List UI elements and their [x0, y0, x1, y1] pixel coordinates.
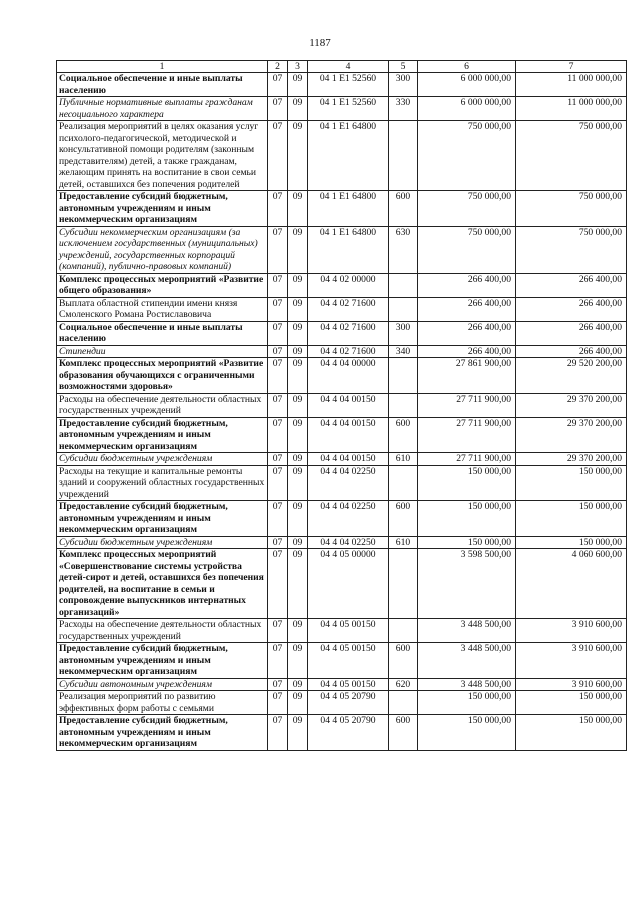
amount-year-1-cell: 750 000,00 [418, 121, 516, 191]
section-code-cell: 07 [268, 393, 288, 417]
table-row [57, 226, 627, 273]
subsection-code-cell: 09 [288, 393, 308, 417]
section-code-cell: 07 [268, 226, 288, 273]
expense-name-cell: Публичные нормативные выплаты гражданам несоциального характера [57, 97, 268, 121]
target-article-code-cell: 04 1 E1 52560 [308, 73, 389, 97]
amount-year-2-cell: 150 000,00 [516, 501, 627, 537]
amount-year-1-cell: 266 400,00 [418, 297, 516, 321]
table-row [57, 297, 627, 321]
target-article-code-cell: 04 1 E1 64800 [308, 191, 389, 227]
expense-name-cell: Субсидии бюджетным учреждениям [57, 453, 268, 466]
subsection-code-cell: 09 [288, 297, 308, 321]
expense-type-code-cell [389, 549, 418, 619]
target-article-code-cell: 04 4 04 02250 [308, 501, 389, 537]
column-header-6: 6 [418, 61, 516, 73]
amount-year-2-cell: 11 000 000,00 [516, 73, 627, 97]
target-article-code-cell: 04 1 E1 64800 [308, 226, 389, 273]
expense-type-code-cell [389, 393, 418, 417]
subsection-code-cell: 09 [288, 549, 308, 619]
target-article-code-cell: 04 4 04 02250 [308, 536, 389, 549]
section-code-cell: 07 [268, 691, 288, 715]
expense-type-code-cell: 600 [389, 417, 418, 453]
amount-year-1-cell: 3 448 500,00 [418, 619, 516, 643]
subsection-code-cell: 09 [288, 501, 308, 537]
section-code-cell: 07 [268, 321, 288, 345]
amount-year-1-cell: 150 000,00 [418, 715, 516, 751]
amount-year-1-cell: 266 400,00 [418, 273, 516, 297]
expense-name-cell: Субсидии бюджетным учреждениям [57, 536, 268, 549]
section-code-cell: 07 [268, 715, 288, 751]
table-row [57, 619, 627, 643]
expense-name-cell: Выплата областной стипендии имени князя Смоленского Романа Ростиславовича [57, 297, 268, 321]
subsection-code-cell: 09 [288, 715, 308, 751]
amount-year-2-cell: 29 370 200,00 [516, 393, 627, 417]
expense-name-cell: Субсидии некоммерческим организациям (за исключением государственных (муниципальных) учреждений, государственных корпораций (компаний), публично-правовых компаний) [57, 226, 268, 273]
target-article-code-cell: 04 4 04 00150 [308, 417, 389, 453]
expense-type-code-cell: 330 [389, 97, 418, 121]
amount-year-1-cell: 6 000 000,00 [418, 73, 516, 97]
target-article-code-cell: 04 4 04 02250 [308, 465, 389, 501]
expense-name-cell: Предоставление субсидий бюджетным, автономным учреждениям и иным некоммерческим организациям [57, 715, 268, 751]
amount-year-2-cell: 29 520 200,00 [516, 358, 627, 394]
table-row [57, 191, 627, 227]
table-body [57, 73, 627, 751]
target-article-code-cell: 04 4 05 00150 [308, 619, 389, 643]
section-code-cell: 07 [268, 678, 288, 691]
subsection-code-cell: 09 [288, 345, 308, 358]
amount-year-1-cell: 27 711 900,00 [418, 417, 516, 453]
amount-year-1-cell: 3 448 500,00 [418, 678, 516, 691]
expense-name-cell: Расходы на текущие и капитальные ремонты зданий и сооружений областных государственных учреждений [57, 465, 268, 501]
expense-type-code-cell [389, 297, 418, 321]
header-row [57, 61, 627, 73]
section-code-cell: 07 [268, 358, 288, 394]
table-row [57, 715, 627, 751]
expense-name-cell: Реализация мероприятий по развитию эффективных форм работы с семьями [57, 691, 268, 715]
amount-year-2-cell: 750 000,00 [516, 191, 627, 227]
amount-year-1-cell: 750 000,00 [418, 226, 516, 273]
amount-year-2-cell: 4 060 600,00 [516, 549, 627, 619]
expense-type-code-cell: 600 [389, 191, 418, 227]
expense-type-code-cell: 300 [389, 73, 418, 97]
expense-type-code-cell [389, 273, 418, 297]
column-header-1: 1 [57, 61, 268, 73]
subsection-code-cell: 09 [288, 453, 308, 466]
amount-year-2-cell: 150 000,00 [516, 691, 627, 715]
table-row [57, 549, 627, 619]
expense-type-code-cell: 630 [389, 226, 418, 273]
target-article-code-cell: 04 4 05 20790 [308, 715, 389, 751]
section-code-cell: 07 [268, 345, 288, 358]
amount-year-2-cell: 266 400,00 [516, 321, 627, 345]
section-code-cell: 07 [268, 453, 288, 466]
subsection-code-cell: 09 [288, 273, 308, 297]
target-article-code-cell: 04 4 04 00150 [308, 453, 389, 466]
amount-year-1-cell: 750 000,00 [418, 191, 516, 227]
expense-name-cell: Комплекс процессных мероприятий «Развитие образования обучающихся с ограниченными возможностями здоровья» [57, 358, 268, 394]
table-row [57, 465, 627, 501]
expense-name-cell: Стипендии [57, 345, 268, 358]
amount-year-2-cell: 150 000,00 [516, 715, 627, 751]
section-code-cell: 07 [268, 549, 288, 619]
amount-year-1-cell: 266 400,00 [418, 345, 516, 358]
column-header-2: 2 [268, 61, 288, 73]
table-row [57, 321, 627, 345]
expense-type-code-cell [389, 465, 418, 501]
amount-year-2-cell: 150 000,00 [516, 465, 627, 501]
expense-type-code-cell: 610 [389, 453, 418, 466]
table-row [57, 501, 627, 537]
section-code-cell: 07 [268, 273, 288, 297]
subsection-code-cell: 09 [288, 643, 308, 679]
table-row [57, 121, 627, 191]
table-row [57, 536, 627, 549]
amount-year-2-cell: 750 000,00 [516, 121, 627, 191]
expense-name-cell: Реализация мероприятий в целях оказания услуг психолого-педагогической, методической и консультативной помощи родителям (законным представителям) детей, а также гражданам, желающим принять на воспитание в свои семьи детей, оставшихся без попечения родителей [57, 121, 268, 191]
expense-name-cell: Предоставление субсидий бюджетным, автономным учреждениям и иным некоммерческим организациям [57, 417, 268, 453]
target-article-code-cell: 04 4 05 00150 [308, 678, 389, 691]
expense-name-cell: Предоставление субсидий бюджетным, автономным учреждениям и иным некоммерческим организациям [57, 191, 268, 227]
target-article-code-cell: 04 4 02 71600 [308, 345, 389, 358]
subsection-code-cell: 09 [288, 358, 308, 394]
subsection-code-cell: 09 [288, 191, 308, 227]
amount-year-1-cell: 27 711 900,00 [418, 453, 516, 466]
expense-type-code-cell: 340 [389, 345, 418, 358]
target-article-code-cell: 04 1 E1 64800 [308, 121, 389, 191]
table-row [57, 273, 627, 297]
amount-year-2-cell: 3 910 600,00 [516, 678, 627, 691]
section-code-cell: 07 [268, 501, 288, 537]
subsection-code-cell: 09 [288, 321, 308, 345]
table-row [57, 453, 627, 466]
column-header-5: 5 [389, 61, 418, 73]
target-article-code-cell: 04 4 02 71600 [308, 297, 389, 321]
expense-type-code-cell: 300 [389, 321, 418, 345]
column-header-7: 7 [516, 61, 627, 73]
table-row [57, 691, 627, 715]
section-code-cell: 07 [268, 417, 288, 453]
section-code-cell: 07 [268, 643, 288, 679]
amount-year-1-cell: 27 711 900,00 [418, 393, 516, 417]
subsection-code-cell: 09 [288, 465, 308, 501]
table-row [57, 643, 627, 679]
expense-name-cell: Предоставление субсидий бюджетным, автономным учреждениям и иным некоммерческим организациям [57, 501, 268, 537]
section-code-cell: 07 [268, 191, 288, 227]
amount-year-2-cell: 750 000,00 [516, 226, 627, 273]
amount-year-2-cell: 266 400,00 [516, 297, 627, 321]
section-code-cell: 07 [268, 297, 288, 321]
table-row [57, 417, 627, 453]
expense-type-code-cell: 600 [389, 643, 418, 679]
expense-name-cell: Расходы на обеспечение деятельности областных государственных учреждений [57, 619, 268, 643]
amount-year-1-cell: 3 448 500,00 [418, 643, 516, 679]
subsection-code-cell: 09 [288, 121, 308, 191]
section-code-cell: 07 [268, 619, 288, 643]
amount-year-1-cell: 150 000,00 [418, 501, 516, 537]
target-article-code-cell: 04 4 04 00150 [308, 393, 389, 417]
amount-year-1-cell: 150 000,00 [418, 691, 516, 715]
section-code-cell: 07 [268, 97, 288, 121]
table-row [57, 678, 627, 691]
amount-year-2-cell: 29 370 200,00 [516, 453, 627, 466]
amount-year-2-cell: 11 000 000,00 [516, 97, 627, 121]
page-number: 1187 [309, 37, 331, 49]
amount-year-1-cell: 150 000,00 [418, 465, 516, 501]
expense-name-cell: Комплекс процессных мероприятий «Развитие общего образования» [57, 273, 268, 297]
expense-type-code-cell [389, 358, 418, 394]
expense-type-code-cell [389, 121, 418, 191]
budget-table [56, 60, 627, 751]
target-article-code-cell: 04 4 02 00000 [308, 273, 389, 297]
target-article-code-cell: 04 4 05 20790 [308, 691, 389, 715]
expense-type-code-cell: 620 [389, 678, 418, 691]
table-row [57, 97, 627, 121]
amount-year-1-cell: 6 000 000,00 [418, 97, 516, 121]
subsection-code-cell: 09 [288, 417, 308, 453]
column-header-4: 4 [308, 61, 389, 73]
expense-name-cell: Предоставление субсидий бюджетным, автономным учреждениям и иным некоммерческим организациям [57, 643, 268, 679]
table-row [57, 73, 627, 97]
amount-year-1-cell: 150 000,00 [418, 536, 516, 549]
target-article-code-cell: 04 4 04 00000 [308, 358, 389, 394]
amount-year-2-cell: 3 910 600,00 [516, 619, 627, 643]
table-row [57, 345, 627, 358]
section-code-cell: 07 [268, 73, 288, 97]
expense-name-cell: Социальное обеспечение и иные выплаты населению [57, 321, 268, 345]
amount-year-2-cell: 150 000,00 [516, 536, 627, 549]
amount-year-1-cell: 27 861 900,00 [418, 358, 516, 394]
expense-name-cell: Расходы на обеспечение деятельности областных государственных учреждений [57, 393, 268, 417]
expense-name-cell: Субсидии автономным учреждениям [57, 678, 268, 691]
expense-type-code-cell: 610 [389, 536, 418, 549]
amount-year-2-cell: 266 400,00 [516, 345, 627, 358]
target-article-code-cell: 04 1 E1 52560 [308, 97, 389, 121]
subsection-code-cell: 09 [288, 226, 308, 273]
table-row [57, 358, 627, 394]
target-article-code-cell: 04 4 02 71600 [308, 321, 389, 345]
subsection-code-cell: 09 [288, 536, 308, 549]
expense-type-code-cell [389, 691, 418, 715]
target-article-code-cell: 04 4 05 00000 [308, 549, 389, 619]
expense-type-code-cell: 600 [389, 715, 418, 751]
target-article-code-cell: 04 4 05 00150 [308, 643, 389, 679]
section-code-cell: 07 [268, 465, 288, 501]
section-code-cell: 07 [268, 536, 288, 549]
expense-type-code-cell [389, 619, 418, 643]
expense-name-cell: Социальное обеспечение и иные выплаты населению [57, 73, 268, 97]
amount-year-2-cell: 266 400,00 [516, 273, 627, 297]
expense-type-code-cell: 600 [389, 501, 418, 537]
amount-year-2-cell: 29 370 200,00 [516, 417, 627, 453]
expense-name-cell: Комплекс процессных мероприятий «Совершенствование системы устройства детей-сирот и детей, оставшихся без попечения родителей, на воспитание в семьи и сопровождение выпускников интернатных организаций» [57, 549, 268, 619]
table-row [57, 393, 627, 417]
amount-year-1-cell: 266 400,00 [418, 321, 516, 345]
subsection-code-cell: 09 [288, 678, 308, 691]
amount-year-2-cell: 3 910 600,00 [516, 643, 627, 679]
subsection-code-cell: 09 [288, 97, 308, 121]
subsection-code-cell: 09 [288, 73, 308, 97]
section-code-cell: 07 [268, 121, 288, 191]
subsection-code-cell: 09 [288, 691, 308, 715]
subsection-code-cell: 09 [288, 619, 308, 643]
amount-year-1-cell: 3 598 500,00 [418, 549, 516, 619]
column-header-3: 3 [288, 61, 308, 73]
